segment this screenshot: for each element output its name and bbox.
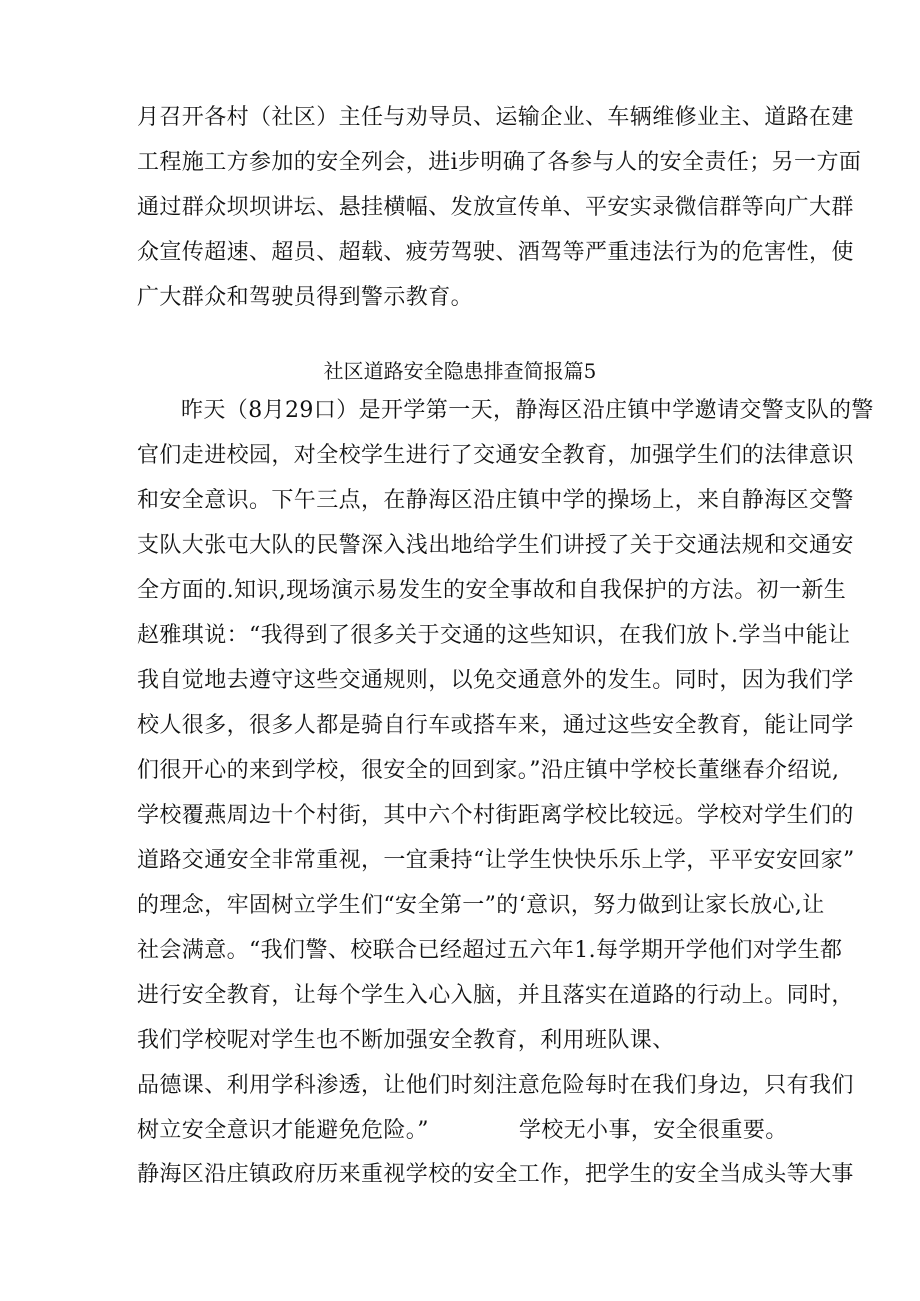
paragraph-line: 静海区沿庄镇政府历来重视学校的安全工作，把学生的安全当成头等大事: [137, 1162, 854, 1187]
paragraph-line: 和安全意识。下午三点，在静海区沿庄镇中学的操场上，来自静海区交警: [137, 488, 854, 513]
paragraph-line: 通过群众坝坝讲坛、悬挂横幅、发放宣传单、平安实录微信群等向广大群: [137, 195, 854, 220]
split-line-right: 学校无小事，安全很重要。: [518, 1118, 788, 1143]
paragraph-line: 们很开心的来到学校，很安全的回到家。”沿庄镇中学校长董继春介绍说,: [137, 758, 840, 783]
paragraph-line: 工程施工方参加的安全列会，进i步明确了各参与人的安全责任；另一方面: [137, 150, 862, 175]
paragraph-line: 昨天（8月29口）是开学第一天，静海区沿庄镇中学邀请交警支队的警: [181, 398, 874, 423]
paragraph-line-split: [137, 1116, 788, 1146]
paragraph-line: 广大群众和驾驶员得到警示教育。: [137, 285, 474, 310]
split-line-left: 树立安全意识才能避免危险。”: [137, 1118, 429, 1143]
section-title: 社区道路安全隐患排查简报篇5: [323, 359, 597, 383]
paragraph-line: 校人很多，很多人都是骑自行车或搭车来，通过这些安全教育，能让同学: [137, 713, 854, 738]
paragraph-line: 的理念，牢固树立学生们“安全第一”的‘意识，努力做到让家长放心,让: [137, 893, 825, 918]
paragraph-line: 社会满意。“我们警、校联合已经超过五六年1.每学期开学他们对学生都: [137, 938, 843, 963]
paragraph-line: 道路交通安全非常重视，一宜秉持“让学生快快乐乐上学，平平安安回家”: [137, 848, 855, 873]
paragraph-line: 全方面的.知识,现场演示易发生的安全事故和自我保护的方法。初一新生: [137, 578, 847, 603]
paragraph-line: 品德课、利用学科渗透，让他们时刻注意危险每时在我们身边，只有我们: [137, 1073, 854, 1098]
paragraph-line: 赵雅琪说：“我得到了很多关于交通的这些知识，在我们放卜.学当中能让: [137, 623, 851, 648]
paragraph-line: 我们学校呢对学生也不断加强安全教育，利用班队课、: [137, 1028, 675, 1053]
paragraph-line: 我自觉地去遵守这些交通规则，以免交通意外的发生。同时，因为我们学: [137, 668, 854, 693]
paragraph-line: 进行安全教育，让每个学生入心入脑，并且落实在道路的行动上。同时，: [137, 983, 854, 1008]
paragraph-line: 支队大张屯大队的民警深入浅出地给学生们讲授了关于交通法规和交通安: [137, 533, 854, 558]
paragraph-line: 官们走进校园，对全校学生进行了交通安全教育，加强学生们的法律意识: [137, 443, 854, 468]
paragraph-line: 学校覆燕周边十个村街，其中六个村街距离学校比较远。学校对学生们的: [137, 803, 854, 828]
paragraph-line: 月召开各村（社区）主任与劝导员、运输企业、车辆维修业主、道路在建: [137, 105, 854, 130]
paragraph-line: 众宣传超速、超员、超载、疲劳驾驶、酒驾等严重违法行为的危害性，使: [137, 240, 854, 265]
